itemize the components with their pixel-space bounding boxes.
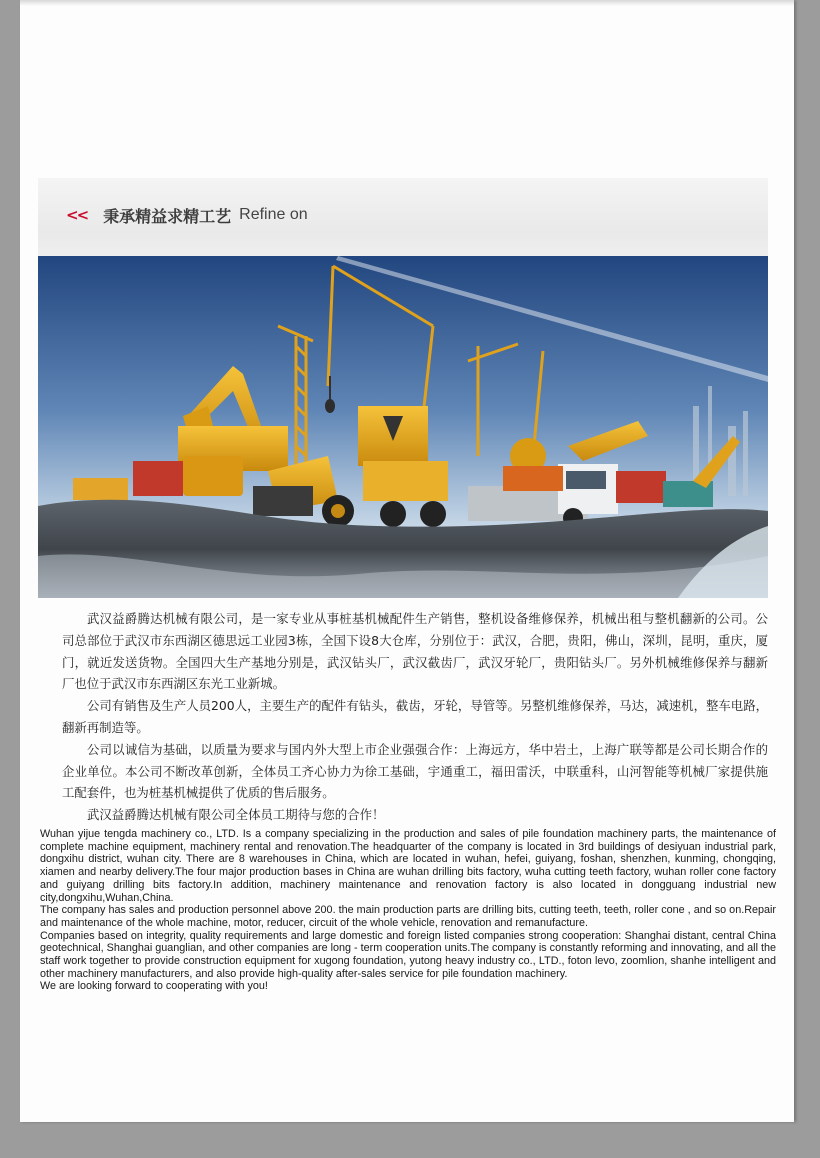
machinery-illustration [38,256,768,598]
english-paragraph-1: Wuhan yijue tengda machinery co., LTD. Is a company specializing in the production and sales of pile foundation machinery parts, the maintenance of complete machine equipment, machinery rental and renovation.The headquarter of the company is located in 3rd buildings of desiyuan industrial park, dongxihu district, wuhan city. There are 8 warehouses in China, which are located in wuhan, hefei, guiyang, foshan, shenzhen, kunming, chongqing, xiamen and nearby delivery.The four major production bases in China are wuhan drilling bits factory, wuha cutting teeth factory, wuhan roller cone factory and guiyang drilling bits factory.In addition, machinery maintenance and renovation factory is also located in dongguang industrial new city,dongxihu,Wuhan,China. [40,828,776,904]
double-chevron-left-icon: << [66,206,88,224]
section-title-english: Refine on [239,206,308,223]
section-title-chinese: 秉承精益求精工艺 [103,206,232,226]
chinese-paragraph-3: 公司以诚信为基础，以质量为要求与国内外大型上市企业强强合作：上海远方，华中岩土，上海广联等都是公司长期合作的企业单位。本公司不断改革创新，全体员工齐心协力为徐工基础，宇通重工，福田雷沃，中联重科，山河智能等机械厂家提供施工配套件，也为桩基机械提供了优质的售后服务。 [62,741,768,801]
machinery-hero-image [38,256,768,598]
english-paragraph-4: We are looking forward to cooperating with you! [40,980,268,993]
english-paragraph-2: The company has sales and production personnel above 200. the main production parts are drilling bits, cutting teeth, teeth, roller cone , and so on.Repair and maintenance of the whole machine, motor, reducer, circuit of the whole vehicle, renovation and remanufacture. [40,904,776,929]
english-paragraph-3: Companies based on integrity, quality requirements and large domestic and foreign listed companies strong cooperation: Shanghai distant, central China geotechnical, Shanghai guanglian, and other companies are long - term cooperation units.The company is constantly reforming and innovating, and all the staff work together to provide construction equipment for xugong foundation, yutong heavy industry co., LTD., foton levo, zoomlion, shanhe intelligent and other machinery manufacturers, and also provide high-quality after-sales service for pile foundation machinery. [40,929,776,980]
scan-edge [20,0,794,6]
chinese-paragraph-4: 武汉益爵腾达机械有限公司全体员工期待与您的合作！ [87,807,385,823]
chinese-paragraph-2: 公司有销售及生产人员200人，主要生产的配件有钻头，截齿，牙轮，导管等。另整机维修保养，马达，减速机，整车电路，翻新再制造等。 [62,698,768,735]
section-title [66,203,308,227]
english-description [40,828,776,993]
chinese-paragraph-1: 武汉益爵腾达机械有限公司，是一家专业从事桩基机械配件生产销售，整机设备维修保养，机械出租与整机翻新的公司。公司总部位于武汉市东西湖区德思远工业园3栋，全国下设8大仓库，分别位于：武汉，合肥，贵阳，佛山，深圳，昆明，重庆，厦门，就近发送货物。全国四大生产基地分别是，武汉钻头厂，武汉截齿厂，武汉牙轮厂，贵阳钻头厂。另外机械维修保养与翻新厂也位于武汉市东西湖区东光工业新城。 [62,611,768,692]
chinese-description [62,608,768,826]
